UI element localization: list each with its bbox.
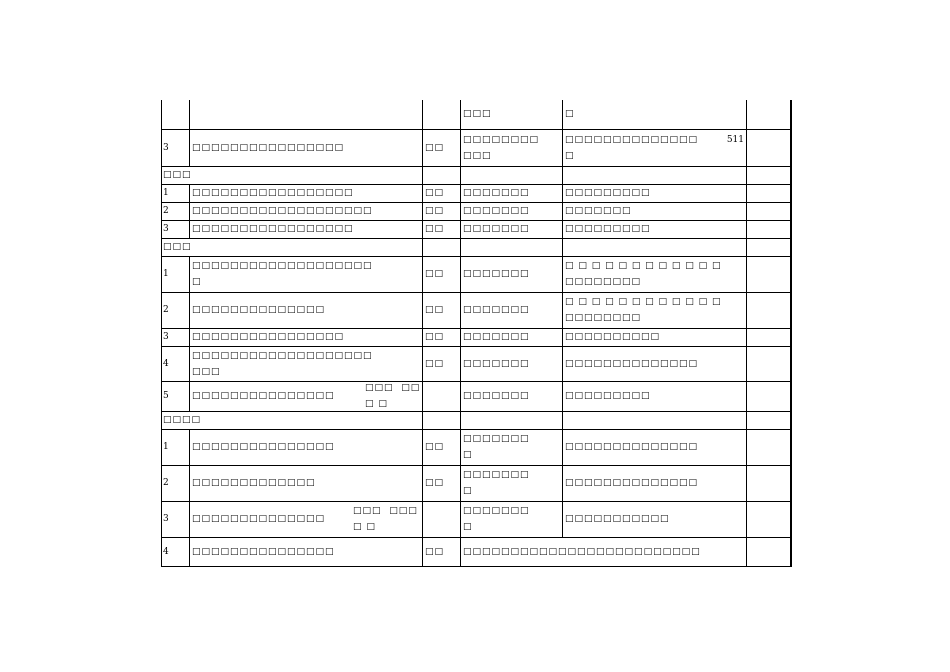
unit-cell-text: □□ — [425, 269, 445, 279]
item-number-cell-text: 2 — [163, 478, 170, 488]
qty-cell-text: □□□□□□□ — [463, 188, 530, 198]
unit-cell-text: □□ — [425, 478, 445, 488]
extra-cell — [747, 256, 791, 292]
item-number-cell — [162, 429, 190, 465]
description-cell-text: □□□□□□□□□□□□□□ — [192, 514, 326, 524]
remark-cell — [563, 465, 747, 501]
item-number-cell — [162, 328, 190, 346]
table-row — [162, 328, 791, 346]
qty-cell — [461, 465, 563, 501]
extra-cell — [747, 292, 791, 328]
section-label-cell — [162, 411, 423, 429]
qty-cell — [461, 328, 563, 346]
description-cell — [190, 429, 423, 465]
table-row — [162, 292, 791, 328]
item-number-cell — [162, 256, 190, 292]
description-cell — [190, 202, 423, 220]
table-row — [162, 537, 791, 566]
remark-cell-text: □□□□□□□□□ — [565, 224, 651, 234]
item-number-cell-text: 3 — [163, 142, 170, 153]
remark-cell-text: □□□□□□□□□□□□□□ — [565, 442, 699, 452]
extra-cell — [747, 429, 791, 465]
description-cell — [190, 381, 428, 411]
unit-cell — [423, 346, 461, 381]
section-label-cell — [162, 166, 423, 184]
unit-cell — [423, 166, 461, 184]
description-cell-text: □□□□□□□□□□□□□□□□□□□ □□□ — [192, 350, 373, 377]
section-label-cell-text: □□□ — [163, 170, 192, 180]
extra-cell — [747, 238, 791, 256]
remark-cell-text: □ □ □ □ □ □ □ □ □ □ □ □ □□□□□□□□ — [565, 261, 722, 287]
table-row — [162, 465, 791, 501]
remark-cell — [563, 429, 747, 465]
item-number-cell — [162, 381, 190, 411]
remark-cell-text: □ □ □ □ □ □ □ □ □ □ □ □ □□□□□□□□ — [565, 297, 722, 323]
table-row — [162, 501, 791, 537]
qty-cell-text: □□□□□□□ — [463, 391, 530, 401]
extra-cell — [747, 100, 791, 129]
table-row — [162, 202, 791, 220]
description-cell-text: □□□□□□□□□□□□□□□ — [192, 391, 335, 401]
qty-cell — [461, 346, 563, 381]
remark-cell — [563, 100, 747, 129]
qty-cell — [461, 292, 563, 328]
item-number-cell-text: 3 — [163, 332, 170, 342]
remark-cell-text: □□□□□□□□□ — [565, 391, 651, 401]
qty-cell-text: □□□□□□□□ □□□ — [463, 134, 540, 161]
item-number-cell — [162, 100, 190, 129]
extra-cell — [747, 184, 791, 202]
extra-cell — [747, 537, 791, 566]
remark-cell-text: □□□□□□□□□□□□□□ — [565, 358, 699, 369]
inline-note-text: □□□ □□ □ □ — [365, 383, 428, 409]
item-number-cell — [162, 346, 190, 381]
remark-cell-text: □ — [565, 109, 575, 120]
table-row — [162, 256, 791, 292]
extra-cell — [747, 129, 791, 166]
remark-cell — [563, 381, 747, 411]
remark-cell — [563, 129, 747, 166]
qty-cell — [461, 166, 563, 184]
section-label-cell-text: □□□□ — [163, 415, 202, 425]
description-cell-text: □□□□□□□□□□□□□□ — [192, 305, 326, 315]
qty-cell — [461, 381, 563, 411]
unit-cell-text: □□ — [425, 442, 445, 452]
description-cell — [190, 328, 423, 346]
unit-cell — [423, 328, 461, 346]
qty-cell-text: □□□□□□□ — [463, 332, 530, 342]
item-number-cell — [162, 220, 190, 238]
remark-cell — [563, 501, 747, 537]
qty-cell — [461, 411, 563, 429]
inline-note-text: □□□ □□□ □ □ — [353, 506, 426, 532]
extra-cell — [747, 166, 791, 184]
remark-number: 511 — [726, 134, 744, 145]
item-number-cell-text: 2 — [163, 305, 170, 315]
unit-cell — [423, 381, 461, 411]
unit-cell — [423, 429, 461, 465]
extra-cell — [747, 465, 791, 501]
table-row — [162, 429, 791, 465]
item-number-cell-text: 1 — [163, 442, 170, 452]
extra-cell — [747, 220, 791, 238]
unit-cell — [423, 501, 461, 537]
remark-cell-text: □□□□□□□□□ — [565, 188, 651, 198]
qty-cell-text: □□□□□□□ — [463, 305, 530, 315]
description-cell-text: □□□□□□□□□□□□□□□ — [192, 546, 335, 557]
qty-cell-text: □□□□□□□ — [463, 206, 530, 216]
extra-cell — [747, 381, 791, 411]
qty-cell — [461, 184, 563, 202]
description-cell-text: □□□□□□□□□□□□□□□□□□□ □ — [192, 261, 373, 287]
unit-cell — [423, 220, 461, 238]
item-number-cell — [162, 129, 190, 166]
description-cell — [190, 100, 423, 129]
description-cell-text: □□□□□□□□□□□□□□□□ — [192, 332, 345, 342]
qty-cell-text: □□□ — [463, 109, 492, 120]
extra-cell — [747, 411, 791, 429]
table-row — [162, 220, 791, 238]
description-cell — [190, 184, 423, 202]
description-cell-text: □□□□□□□□□□□□□□□ — [192, 442, 335, 452]
item-number-cell-text: 3 — [163, 514, 170, 524]
remark-cell — [563, 346, 747, 381]
unit-cell — [423, 202, 461, 220]
qty-cell-text: □□□□□□□ □ — [463, 470, 530, 496]
remark-cell-text: □□□□□□□□□□□□□□ □ — [565, 134, 699, 161]
unit-cell-text: □□ — [425, 224, 445, 234]
qty-cell-text: □□□□□□□ — [463, 224, 530, 234]
remark-cell — [563, 238, 747, 256]
section-label-cell-text: □□□ — [163, 242, 192, 252]
item-number-cell-text: 3 — [163, 224, 170, 234]
qty-cell — [461, 238, 563, 256]
unit-cell — [423, 411, 461, 429]
item-number-cell — [162, 292, 190, 328]
qty-cell — [461, 129, 563, 166]
remark-cell — [563, 202, 747, 220]
description-cell — [190, 501, 426, 537]
item-number-cell — [162, 184, 190, 202]
description-cell-text: □□□□□□□□□□□□□□□□ — [192, 142, 345, 153]
table-row — [162, 346, 791, 381]
remark-cell — [563, 184, 747, 202]
item-number-cell — [162, 501, 190, 537]
qty-cell — [461, 501, 563, 537]
description-cell-text: □□□□□□□□□□□□□□□□□ — [192, 188, 354, 198]
qty-cell — [461, 537, 747, 566]
unit-cell — [423, 129, 461, 166]
item-number-cell-text: 5 — [163, 391, 170, 401]
unit-cell — [423, 465, 461, 501]
qty-cell-text: □□□□□□□ — [463, 358, 530, 369]
description-cell — [190, 292, 423, 328]
extra-cell — [747, 501, 791, 537]
qty-cell — [461, 256, 563, 292]
description-cell-text: □□□□□□□□□□□□□ — [192, 478, 316, 488]
unit-cell — [423, 292, 461, 328]
table-row — [162, 100, 791, 129]
unit-cell-text: □□ — [425, 206, 445, 216]
description-cell — [190, 256, 423, 292]
section-row — [162, 238, 791, 256]
unit-cell — [423, 238, 461, 256]
qty-cell — [461, 202, 563, 220]
item-number-cell — [162, 465, 190, 501]
qty-cell-text: □□□□□□□ □ — [463, 434, 530, 460]
unit-cell-text: □□ — [425, 358, 445, 369]
remark-cell — [563, 256, 747, 292]
qty-cell-text: □□□□□□□□□□□□□□□□□□□□□□□□□ — [463, 546, 701, 557]
description-cell-text: □□□□□□□□□□□□□□□□□ — [192, 224, 354, 234]
remark-cell-text: □□□□□□□□□□ — [565, 332, 661, 342]
extra-cell — [747, 346, 791, 381]
qty-cell — [461, 100, 563, 129]
unit-cell-text: □□ — [425, 188, 445, 198]
table-row — [162, 381, 791, 411]
item-number-cell-text: 2 — [163, 206, 170, 216]
description-cell — [190, 220, 423, 238]
unit-cell — [423, 256, 461, 292]
description-cell — [190, 129, 423, 166]
description-cell-text: □□□□□□□□□□□□□□□□□□□ — [192, 206, 373, 216]
section-label-cell — [162, 238, 423, 256]
item-number-cell-text: 1 — [163, 269, 170, 279]
item-number-cell — [162, 202, 190, 220]
table-row — [162, 129, 791, 166]
extra-cell — [747, 202, 791, 220]
remark-cell — [563, 220, 747, 238]
remark-cell — [563, 166, 747, 184]
unit-cell — [423, 184, 461, 202]
unit-cell-text: □□ — [425, 305, 445, 315]
unit-cell — [423, 537, 461, 566]
document-table — [161, 100, 792, 567]
section-row — [162, 166, 791, 184]
item-number-cell-text: 4 — [163, 546, 170, 557]
item-number-cell-text: 4 — [163, 358, 170, 369]
qty-cell-text: □□□□□□□ — [463, 269, 530, 279]
remark-cell-text: □□□□□□□ — [565, 206, 632, 216]
unit-cell-text: □□ — [425, 142, 445, 153]
remark-cell — [563, 292, 747, 328]
description-cell — [190, 537, 423, 566]
remark-cell — [563, 411, 747, 429]
section-row — [162, 411, 791, 429]
table-row — [162, 184, 791, 202]
remark-cell — [563, 328, 747, 346]
qty-cell — [461, 220, 563, 238]
remark-cell-text: □□□□□□□□□□□ — [565, 514, 670, 524]
qty-cell — [461, 429, 563, 465]
remark-cell-text: □□□□□□□□□□□□□□ — [565, 478, 699, 488]
item-number-cell — [162, 537, 190, 566]
unit-cell-text: □□ — [425, 332, 445, 342]
qty-cell-text: □□□□□□□ □ — [463, 506, 530, 532]
description-cell — [190, 346, 423, 381]
unit-cell — [423, 100, 461, 129]
item-number-cell-text: 1 — [163, 188, 170, 198]
description-cell — [190, 465, 423, 501]
extra-cell — [747, 328, 791, 346]
unit-cell-text: □□ — [425, 546, 445, 557]
